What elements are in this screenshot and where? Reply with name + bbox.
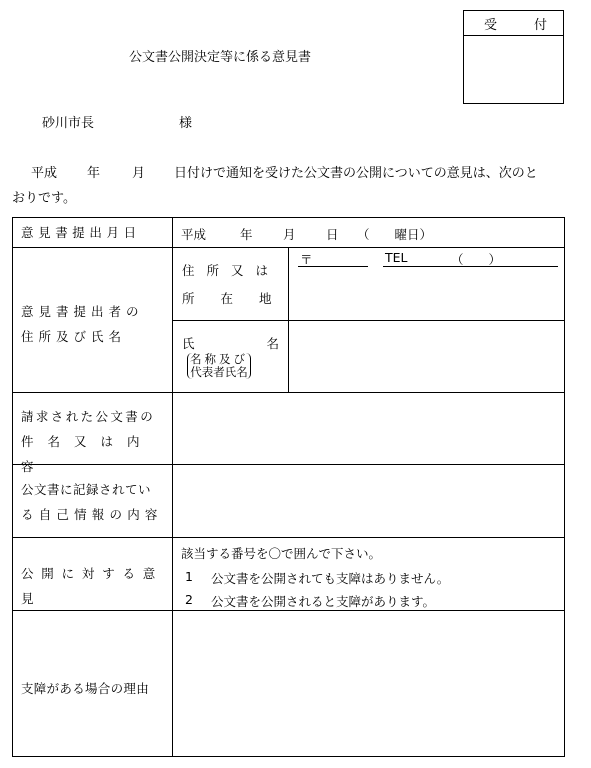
name-label-text: 氏名	[182, 336, 352, 351]
intro-year: 年	[87, 166, 101, 181]
addressee-honorific: 様	[178, 116, 192, 131]
label-column-divider	[172, 218, 173, 757]
addressee-name: 砂川市長	[42, 116, 95, 131]
date-row-month: 月	[283, 227, 296, 242]
requested-label-line1: 請求された公文書の	[21, 409, 156, 424]
opinion-option-2-num[interactable]: 2	[185, 592, 193, 607]
opinion-option-1-num[interactable]: 1	[185, 569, 193, 584]
date-row-era: 平成	[181, 227, 207, 242]
opinion-instruction: 該当する番号を〇で囲んで下さい。	[181, 546, 382, 561]
receipt-header	[464, 11, 563, 36]
opinion-label: 公開に対する意見	[21, 566, 164, 606]
intro-era: 平成	[31, 166, 58, 181]
name-label	[182, 334, 352, 352]
addressee-line	[42, 112, 192, 131]
postal-code-underline	[298, 266, 368, 267]
date-row-weekday: （ 曜日）	[357, 227, 433, 242]
tel-underline	[383, 266, 558, 267]
opinion-form-table	[12, 217, 565, 757]
requested-label	[21, 404, 171, 479]
intro-line-2: おりです。	[12, 191, 76, 206]
intro-text-1: 日付けで通知を受けた公文書の公開についての意見は、次のと	[174, 166, 538, 181]
selfinfo-label-line2: る自己情報の内容	[21, 507, 163, 522]
submitter-label-line2: 住所及び氏名	[21, 329, 127, 344]
address-label-line2: 所在地	[182, 291, 298, 306]
date-row-label: 意見書提出月日	[21, 225, 141, 240]
selfinfo-label	[21, 477, 171, 527]
receipt-label-left: 受	[484, 17, 498, 33]
tel-parens: （ ）	[451, 252, 502, 267]
address-label-line1: 住所又は	[182, 263, 281, 278]
tel-label: TEL	[385, 250, 408, 265]
opinion-option-1-text: 公文書を公開されても支障はありません。	[211, 571, 450, 586]
row-divider-selfinfo	[13, 537, 565, 538]
receipt-label-right: 付	[533, 17, 547, 33]
requested-label-line2: 件名又は内容	[21, 434, 154, 474]
name-note-line2: 代表者氏名	[190, 365, 248, 379]
date-row-day: 日	[326, 227, 339, 242]
name-note	[187, 353, 251, 379]
row-divider-submitter	[13, 392, 565, 393]
selfinfo-label-line1: 公文書に記録されてい	[21, 482, 152, 497]
postal-mark: 〒	[300, 252, 313, 267]
intro-line-1	[31, 162, 538, 181]
reason-label: 支障がある場合の理由	[21, 681, 150, 696]
name-note-line1: 名称及び	[190, 352, 248, 366]
row-divider-address-name	[172, 320, 565, 321]
row-divider-date	[13, 247, 565, 248]
opinion-option-2-text: 公文書を公開されると支障があります。	[211, 594, 436, 609]
submitter-label-line1: 意見書提出者の	[21, 304, 144, 319]
document-title: 公文書公開決定等に係る意見書	[129, 50, 312, 65]
intro-month: 月	[132, 166, 146, 181]
date-row-year: 年	[240, 227, 253, 242]
submitter-label	[21, 299, 166, 349]
receipt-box	[463, 10, 564, 104]
